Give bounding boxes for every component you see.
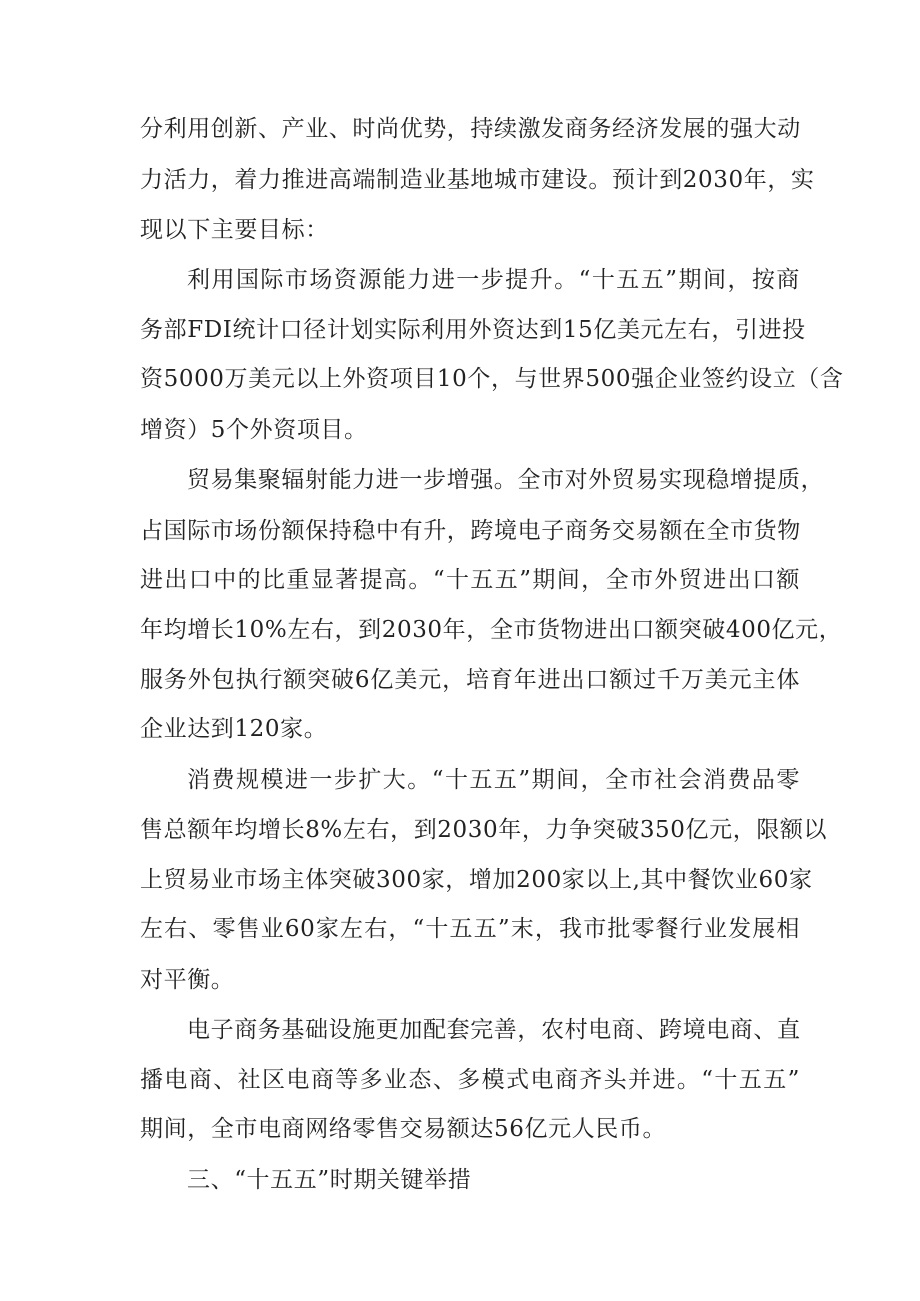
text-line: 增资）5个外资项目。	[140, 417, 368, 443]
text-line: 力活力，着力推进高端制造业基地城市建设。预计到2030年，实	[140, 167, 815, 193]
text-line: 售总额年均增长8%左右，到2030年，力争突破350亿元，限额以	[140, 817, 828, 843]
paragraph-start-line: 消费规模进一步扩大。“十五五”期间，全市社会消费品零	[187, 767, 800, 793]
text-line: 进出口中的比重显著提高。“十五五”期间，全市外贸进出口额	[140, 567, 800, 593]
section-heading: 三、“十五五”时期关键举措	[187, 1167, 472, 1193]
text-line: 期间，全市电商网络零售交易额达56亿元人民币。	[140, 1116, 667, 1142]
text-line: 对平衡。	[140, 967, 235, 993]
paragraph-start-line: 贸易集聚辐射能力进一步增强。全市对外贸易实现稳增提质，	[187, 467, 825, 493]
text-line: 播电商、社区电商等多业态、多模式电商齐头并进。“十五五”	[140, 1067, 800, 1093]
paragraph-start-line: 电子商务基础设施更加配套完善，农村电商、跨境电商、直	[187, 1017, 801, 1043]
text-line: 分利用创新、产业、时尚优势，持续激发商务经济发展的强大动	[140, 116, 801, 142]
text-line: 上贸易业市场主体突破300家，增加200家以上,其中餐饮业60家	[140, 867, 813, 893]
text-line: 企业达到120家。	[140, 716, 328, 742]
paragraph-start-line: 利用国际市场资源能力进一步提升。“十五五”期间，按商	[187, 267, 800, 293]
text-line: 年均增长10%左右，到2030年，全市货物进出口额突破400亿元，	[140, 617, 843, 643]
text-line: 务部FDI统计口径计划实际利用外资达到15亿美元左右，引进投	[140, 317, 806, 343]
text-line: 现以下主要目标：	[140, 217, 329, 243]
text-line: 资5000万美元以上外资项目10个，与世界500强企业签约设立（含	[140, 366, 844, 392]
text-line: 占国际市场份额保持稳中有升，跨境电子商务交易额在全市货物	[140, 518, 801, 544]
text-line: 左右、零售业60家左右，“十五五”末，我市批零餐行业发展相	[140, 916, 800, 942]
text-line: 服务外包执行额突破6亿美元，培育年进出口额过千万美元主体	[140, 667, 800, 693]
